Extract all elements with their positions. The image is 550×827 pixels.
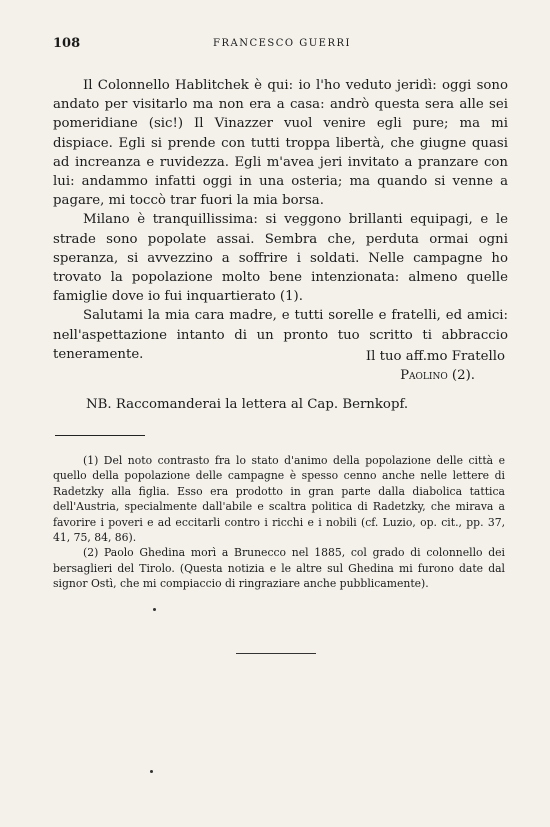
letter-body bbox=[53, 76, 508, 364]
end-divider bbox=[236, 653, 316, 654]
page-number: 108 bbox=[53, 36, 81, 51]
postscript-note: NB. Raccomanderai la lettera al Cap. Bernkopf. bbox=[86, 397, 409, 412]
footnote: (1) Del noto contrasto fra lo stato d'animo della popolazione delle città e quello della popolazione delle campagne è spesso cenno anche nelle lettere di Radetzky alla figlia. Esso era prodotto in gran parte dalla diabolica tattica dell'Austria, specialmente dall'abile e scaltra politica di Radetzky, che mirava a favorire i poveri e ad eccitarli contro i ricchi e i nobili (cf. Luzio, op. cit., pp. 37, 41, 75, 84, 86). bbox=[53, 454, 505, 545]
footnotes bbox=[53, 453, 505, 592]
closing-line: Il tuo aff.mo Fratello bbox=[365, 349, 505, 364]
signature-block bbox=[53, 347, 505, 385]
ink-speck bbox=[153, 608, 156, 611]
page-header bbox=[53, 36, 508, 56]
paragraph: Salutami la mia cara madre, e tutti sorelle e fratelli, ed amici: nell'aspettazione intanto di un pronto tuo scritto ti abbraccio teneramente. bbox=[53, 308, 508, 362]
paragraph: Milano è tranquillissima: si veggono brillanti equipagi, e le strade sono popolate assai. Sembra che, perduta ormai ogni speranza, si avvezzino a soffrire i soldati. Nelle campagne ho trovato la popolazione molto bene intenzionata: almeno quelle famiglie dove io fui inquartierato (1). bbox=[53, 212, 508, 305]
footnote-divider bbox=[55, 435, 145, 436]
signer-name: Paolino (2). bbox=[400, 368, 475, 383]
paragraph: Il Colonnello Hablitchek è qui: io l'ho veduto jeridì: oggi sono andato per visitarlo ma non era a casa: andrò questa sera alle sei pomeridiane (sic!) Il Vinazzer vuol venire egli pure; ma mi dispiace. Egli si prende con tutti troppa libertà, che giugne quasi ad increanza e ruvidezza. Egli m'avea jeri invitato a pranzare con lui: andammo infatti oggi in una osteria; ma quando si venne a pagare, mi toccò trar fuori la mia borsa. bbox=[53, 78, 508, 209]
ink-speck bbox=[150, 770, 153, 773]
footnote: (2) Paolo Ghedina morì a Brunecco nel 1885, col grado di colonnello dei bersaglieri del Tirolo. (Questa notizia e le altre sul Ghedina mi furono date dal signor Ostì, che mi compiaccio di ringraziare anche pubblicamente). bbox=[53, 546, 505, 591]
running-head: FRANCESCO GUERRI bbox=[213, 38, 351, 49]
